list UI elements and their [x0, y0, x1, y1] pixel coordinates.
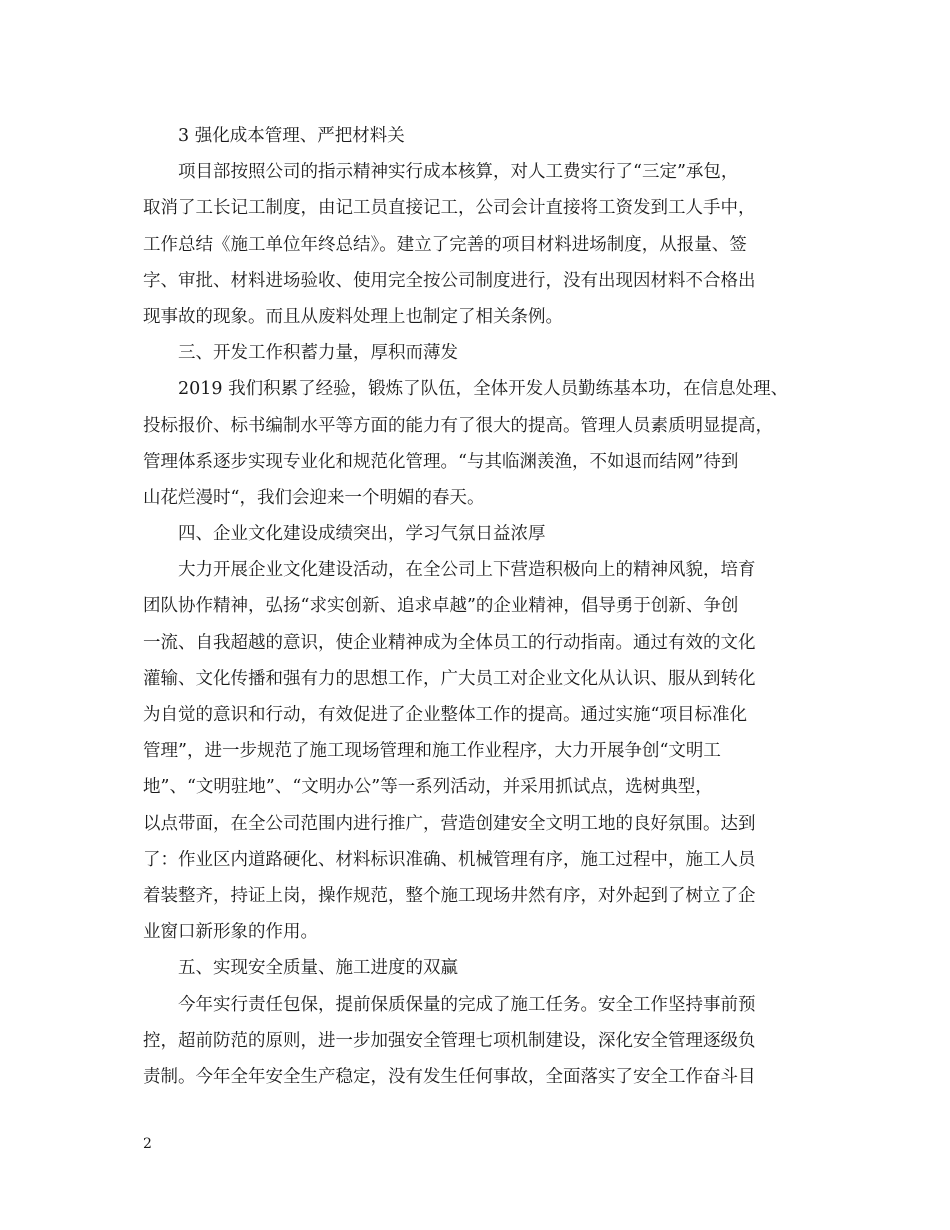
paragraph-start-line: 四、企业文化建设成绩突出，学习气氛日益浓厚 [178, 524, 546, 545]
document-body [143, 118, 813, 1095]
paragraph-line: 管理”，进一步规范了施工现场管理和施工作业程序，大力开展争创“文明工 [143, 741, 721, 762]
paragraph-line: 了：作业区内道路硬化、材料标识准确、机械管理有序，施工过程中，施工人员 [143, 849, 756, 870]
paragraph-line: 为自觉的意识和行动，有效促进了企业整体工作的提高。通过实施“项目标准化 [143, 705, 747, 725]
paragraph-start-line: 3 强化成本管理、严把材料关 [178, 126, 405, 146]
paragraph-line: 控，超前防范的原则，进一步加强安全管理七项机制建设，深化安全管理逐级负 [143, 1030, 756, 1051]
paragraph-line: 山花烂漫时“，我们会迎来一个明媚的春天。 [143, 487, 485, 508]
paragraph-line: 责制。今年全年安全生产稳定，没有发生任何事故，全面落实了安全工作奋斗目 [143, 1066, 756, 1087]
paragraph-line: 业窗口新形象的作用。 [143, 922, 318, 943]
paragraph-line: 以点带面，在全公司范围内进行推广，营造创建安全文明工地的良好氛围。达到 [143, 813, 756, 834]
paragraph-line: 现事故的现象。而且从废料处理上也制定了相关条例。 [143, 306, 563, 327]
paragraph-line: 管理体系逐步实现专业化和规范化管理。“与其临渊羡渔，不如退而结网”待到 [143, 451, 739, 472]
paragraph-start-line: 三、开发工作积蓄力量，厚积而薄发 [178, 343, 458, 364]
paragraph-line: 团队协作精神，弘扬“求实创新、追求卓越”的企业精神，倡导勇于创新、争创 [143, 596, 739, 617]
paragraph-line: 灌输、文化传播和强有力的思想工作，广大员工对企业文化从认识、服从到转化 [143, 668, 756, 689]
paragraph-line: 地”、“文明驻地”、“文明办公”等一系列活动，并采用抓试点，选树典型， [143, 777, 713, 798]
paragraph-line: 着装整齐，持证上岗，操作规范，整个施工现场井然有序，对外起到了树立了企 [143, 885, 756, 906]
paragraph-line: 工作总结《施工单位年终总结》。建立了完善的项目材料进场制度，从报量、签 [143, 234, 747, 255]
paragraph-start-line: 2019 我们积累了经验，锻炼了队伍，全体开发人员勤练基本功，在信息处理、 [178, 379, 789, 400]
paragraph-start-line: 五、实现安全质量、施工进度的双赢 [178, 958, 458, 979]
paragraph-line: 投标报价、标书编制水平等方面的能力有了很大的提高。管理人员素质明显提高， [143, 415, 773, 436]
paragraph-line: 取消了工长记工制度，由记工员直接记工，公司会计直接将工资发到工人手中， [143, 198, 756, 219]
paragraph-start-line: 大力开展企业文化建设活动，在全公司上下营造积极向上的精神风貌，培育 [178, 560, 756, 581]
page-number: 2 [143, 1136, 152, 1152]
paragraph-start-line: 项目部按照公司的指示精神实行成本核算，对人工费实行了“三定”承包， [178, 162, 739, 183]
paragraph-line: 一流、自我超越的意识，使企业精神成为全体员工的行动指南。通过有效的文化 [143, 632, 756, 653]
paragraph-start-line: 今年实行责任包保，提前保质保量的完成了施工任务。安全工作坚持事前预 [178, 994, 756, 1015]
paragraph-line: 字、审批、材料进场验收、使用完全按公司制度进行，没有出现因材料不合格出 [143, 270, 756, 291]
